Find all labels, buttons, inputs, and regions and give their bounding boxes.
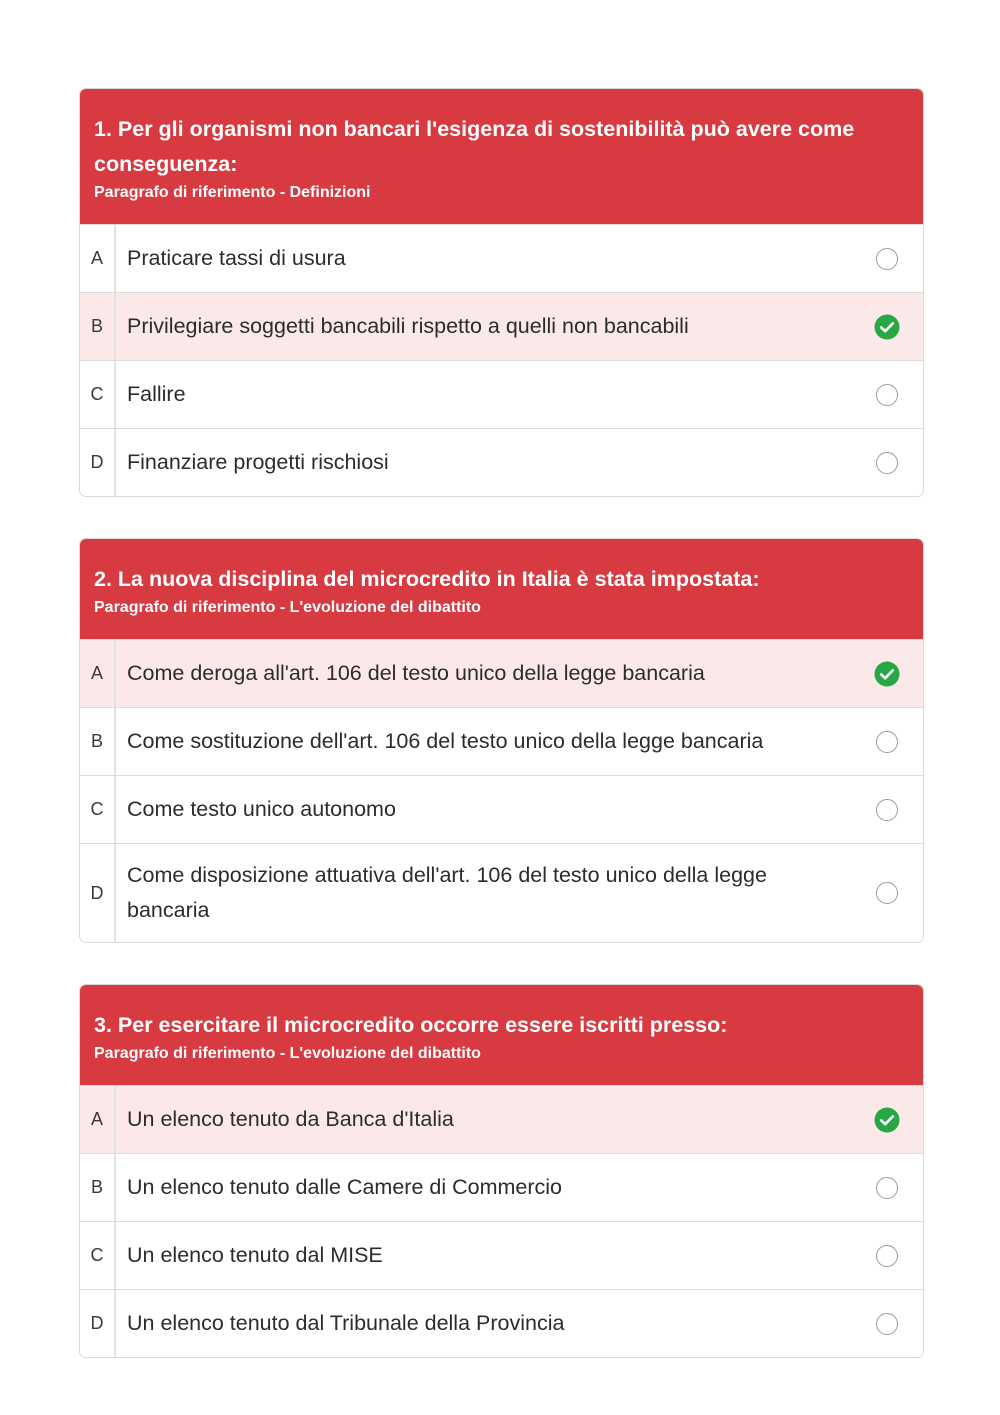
option-letter: A [80,225,116,292]
option-text: Come deroga all'art. 106 del testo unico della legge bancaria [127,661,705,685]
option-row[interactable] [80,428,923,496]
option-row[interactable] [80,1289,923,1357]
question-reference: Paragrafo di riferimento - L'evoluzione del dibattito [94,599,481,616]
option-row[interactable] [80,639,923,707]
question-title: 2. La nuova disciplina del microcredito in Italia è stata impostata: [94,567,760,591]
option-radio[interactable] [851,361,923,428]
option-text: Un elenco tenuto dal MISE [127,1243,383,1267]
empty-radio-icon [876,799,898,821]
empty-radio-icon [876,1177,898,1199]
empty-radio-icon [876,882,898,904]
empty-radio-icon [876,1245,898,1267]
option-text: Finanziare progetti rischiosi [127,450,389,474]
check-circle-icon [874,1107,900,1133]
option-radio[interactable] [851,1222,923,1289]
option-text: Come disposizione attuativa dell'art. 106 del testo unico della legge bancaria [127,863,767,922]
empty-radio-icon [876,452,898,474]
check-circle-icon [874,661,900,687]
question-header [80,539,923,639]
option-letter: B [80,293,116,360]
empty-radio-icon [876,384,898,406]
option-row[interactable] [80,360,923,428]
option-row[interactable] [80,1085,923,1153]
question-card [79,88,924,497]
option-radio[interactable] [851,1290,923,1357]
option-letter: D [80,429,116,496]
option-letter: B [80,1154,116,1221]
option-row[interactable] [80,1221,923,1289]
option-letter: C [80,1222,116,1289]
option-text: Un elenco tenuto da Banca d'Italia [127,1107,454,1131]
option-text: Come sostituzione dell'art. 106 del testo unico della legge bancaria [127,729,764,753]
option-radio[interactable] [851,776,923,843]
option-text: Un elenco tenuto dal Tribunale della Provincia [127,1311,565,1335]
option-text: Un elenco tenuto dalle Camere di Commercio [127,1175,562,1199]
question-reference: Paragrafo di riferimento - Definizioni [94,184,371,201]
option-row[interactable] [80,707,923,775]
option-text: Privilegiare soggetti bancabili rispetto a quelli non bancabili [127,314,689,338]
option-text: Praticare tassi di usura [127,246,346,270]
question-header [80,89,923,224]
option-letter: D [80,844,116,942]
question-title: 1. Per gli organismi non bancari l'esigenza di sostenibilità può avere come conseguenza: [94,117,855,176]
option-letter: A [80,1086,116,1153]
empty-radio-icon [876,1313,898,1335]
option-letter: A [80,640,116,707]
option-radio[interactable] [851,708,923,775]
option-row[interactable] [80,843,923,942]
option-radio[interactable] [851,844,923,942]
option-radio[interactable] [851,225,923,292]
question-card [79,538,924,943]
question-card [79,984,924,1358]
option-radio[interactable] [851,1154,923,1221]
quiz-list [79,88,924,1399]
option-row[interactable] [80,1153,923,1221]
question-reference: Paragrafo di riferimento - L'evoluzione del dibattito [94,1045,481,1062]
option-row[interactable] [80,224,923,292]
option-radio[interactable] [851,1086,923,1153]
option-row[interactable] [80,292,923,360]
question-title: 3. Per esercitare il microcredito occorre essere iscritti presso: [94,1013,728,1037]
option-radio[interactable] [851,640,923,707]
option-row[interactable] [80,775,923,843]
option-text: Fallire [127,382,186,406]
option-letter: B [80,708,116,775]
empty-radio-icon [876,731,898,753]
check-circle-icon [874,314,900,340]
option-letter: D [80,1290,116,1357]
empty-radio-icon [876,248,898,270]
option-text: Come testo unico autonomo [127,797,396,821]
option-radio[interactable] [851,429,923,496]
option-letter: C [80,776,116,843]
option-letter: C [80,361,116,428]
option-radio[interactable] [851,293,923,360]
question-header [80,985,923,1085]
